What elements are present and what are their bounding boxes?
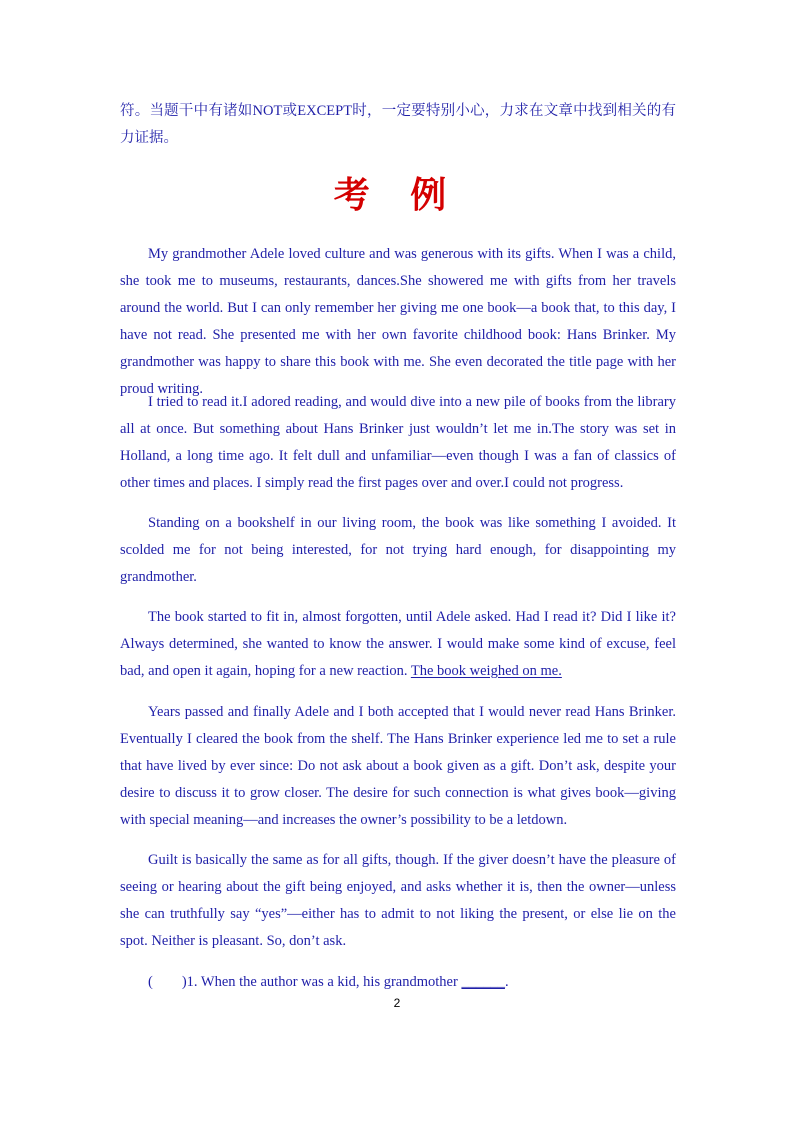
intro-text: 符。当题干中有诸如NOT或EXCEPT时，一定要特别小心，力求在文章中找到相关的有力证据。 (120, 103, 676, 146)
answer-blank: ______ (461, 974, 505, 990)
paragraph-4-text: The book started to fit in, almost forgotten, until Adele asked. Had I read it? Did I like it? Always determined, she wanted to know the answer. I would make some kind of excuse, feel bad, and open it again, hoping for a new reaction. (120, 609, 676, 679)
answer-paren-open: ( (148, 974, 153, 990)
paragraph-3: Standing on a bookshelf in our living room, the book was like something I avoided. It scolded me for not being interested, for not trying hard enough, for disappointing my grandmother. (120, 515, 676, 585)
paragraph-2: I tried to read it.I adored reading, and would dive into a new pile of books from the library all at once. But something about Hans Brinker just wouldn’t let me in.The story was set in Holland, a long time ago. It felt dull and unfamiliar—even though I was a fan of classics of other times and places. I simply read the first pages over and over.I could not progress. (120, 394, 676, 491)
page-number: 2 (393, 996, 401, 1010)
paragraph-1: My grandmother Adele loved culture and was generous with its gifts. When I was a child, she took me to museums, restaurants, dances.She showered me with gifts from her travels around the world. But I can only remember her giving me one book—a book that, to this day, I have not read. She presented me with her own favorite childhood book: Hans Brinker. My grandmother was happy to share this book with me. She even decorated the title page with her proud writing. (120, 246, 676, 397)
question-text: )1. When the author was a kid, his grandmother (181, 974, 462, 990)
paragraph-5: Years passed and finally Adele and I both accepted that I would never read Hans Brinker. Eventually I cleared the book from the shelf. The Hans Brinker experience led me to set a rule that have lived by ever since: Do not ask about a book given as a gift. Don’t ask, despite your desire to discuss it to grow closer. The desire for such connection is what gives book—giving with special meaning—and increases the owner’s possibility to be a letdown. (120, 704, 676, 828)
question-1 (148, 969, 509, 996)
underlined-sentence: The book weighed on me. (410, 663, 562, 679)
paragraph-6: Guilt is basically the same as for all gifts, though. If the giver doesn’t have the pleasure of seeing or hearing about the gift being enjoyed, and asks whether it is, then the owner—unless she can truthfully say “yes”—either has to admit to not liking the present, or else lie on the spot. Neither is pleasant. So, don’t ask. (120, 852, 676, 949)
section-title: 考 例 (333, 175, 461, 216)
question-end: . (504, 974, 509, 990)
paragraph-4 (120, 604, 676, 685)
